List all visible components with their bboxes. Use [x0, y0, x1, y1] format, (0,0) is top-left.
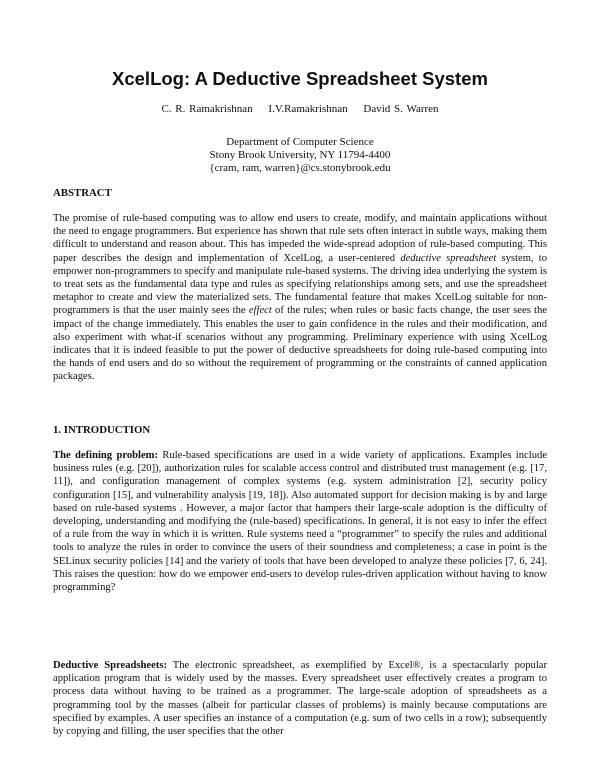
section-heading-introduction: 1. INTRODUCTION	[53, 424, 151, 436]
abstract-body	[53, 212, 547, 384]
paragraph-deductive-spreadsheets	[53, 659, 547, 738]
affiliation-univ: Stony Brook University, NY 11794-4400	[209, 149, 391, 161]
paragraph-text: Rule-based specifications are used in a wide variety of applications. Examples include business rules (e.g. [20]), authorization rules for scalable access control and distributed trust management (e.g. [17, 11]), and configuration management of complex systems (e.g. system administration [2], security policy configuration [15], and vulnerability analysis [19, 18]). Also automated support for decision making is by and large based on rule-based systems . However, a major factor that hampers their large-scale adoption is the difficulty of developing, understanding and modifying the (rule-based) specifications. In general, it is not easy to infer the effect of a rule from the way in which it is written. Rule systems need a “programmer” to specify the rules and additional tools to analyze the rules in order to convince the users of their soundness and completeness; a case in point is the SELinux security policies [14] and the variety of tools that have been developed to analyze these policies [7, 6, 24]. This raises the question: how do we empower end-users to develop rules-driven application without having to know programming?	[53, 450, 547, 594]
abstract-emphasis: deductive spreadsheet	[400, 252, 497, 264]
paragraph-lead: The defining problem:	[53, 450, 159, 461]
affiliation-email: {cram, ram, warren}@cs.stonybrook.edu	[209, 162, 391, 174]
author: C. R. Ramakrishnan	[161, 103, 253, 115]
author-list	[0, 103, 600, 115]
affiliation	[0, 136, 600, 175]
abstract-heading: ABSTRACT	[53, 187, 112, 199]
paragraph-lead: Deductive Spreadsheets:	[53, 660, 168, 671]
paragraph-defining-problem	[53, 449, 547, 594]
abstract-text: The promise of rule-based computing was to allow end users to create, modify, and maintain applications without the need to engage programmers. But experience has shown that rule sets often interact in subtle ways, making them difficult to understand and reason about. This has impeded the wide-spread adoption of rule-based computing. This paper describes the design and implementation of XcelLog, a user-centered	[53, 213, 547, 264]
abstract-text: of the rules; when rules or basic facts change, the user sees the impact of the change immediately. This enables the user to gain confidence in the rules and their modification, and also experiment with what-if scenarios without any programming. Preliminary experience with using XcelLog indicates that it is indeed feasible to put the power of deductive spreadsheets for doing rule-based computing into the hands of end users and do so without the requirement of programming or the constraints of canned application packages.	[53, 305, 547, 383]
author: David S. Warren	[363, 103, 439, 115]
abstract-emphasis: effect	[248, 305, 272, 317]
author: I.V.Ramakrishnan	[268, 103, 348, 115]
paragraph-text: The electronic spreadsheet, as exemplified by Excel®, is a spectacularly popular application program that is widely used by the masses. Every spreadsheet user effectively creates a program to process data without having to be trained as a programmer. The large-scale adoption of spreadsheets as a programming tool by the masses (albeit for particular classes of problems) is mainly because computations are specified by examples. A user specifies an instance of a computation (e.g. sum of two cells in a row); subsequently by copying and filling, the user specifies that the other	[53, 660, 547, 738]
paper-title: XcelLog: A Deductive Spreadsheet System	[112, 68, 488, 89]
affiliation-dept: Department of Computer Science	[226, 136, 374, 148]
abstract-text: system, to empower non-programmers to specify and manipulate rule-based systems. The driving idea underlying the system is to treat sets as the fundamental data type and rules as specifying relationships among sets, and use the spreadsheet metaphor to create and view the materialized sets. The fundamental feature that makes XcelLog suitable for non-programmers is that the user mainly sees the	[53, 252, 548, 317]
